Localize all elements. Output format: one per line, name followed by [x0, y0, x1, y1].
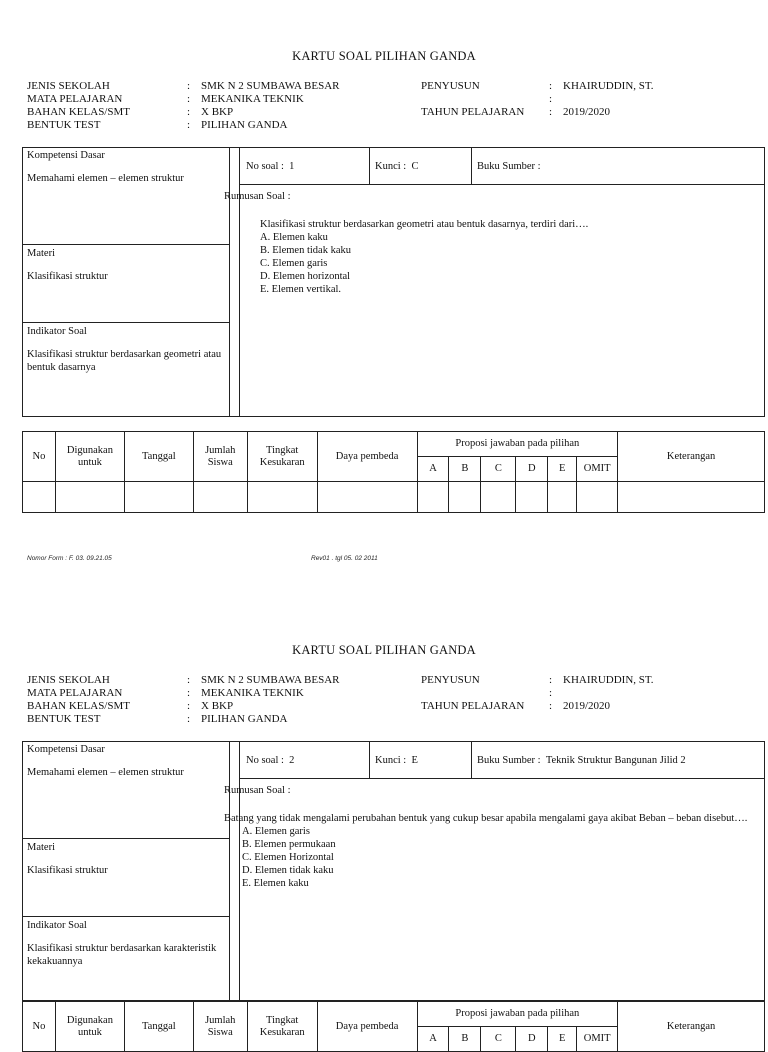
no-soal-label: No soal :: [246, 755, 284, 766]
question-meta-row: [240, 742, 764, 779]
col-digunakan-untuk: Digunakan untuk: [55, 432, 124, 482]
col-digunakan-untuk: Digunakan untuk: [55, 1002, 124, 1052]
col-keterangan: Keterangan: [618, 1002, 765, 1052]
col-option-e: E: [548, 457, 577, 482]
kompetensi-dasar-label: Kompetensi Dasar: [27, 150, 105, 161]
materi-section: [23, 244, 230, 285]
kunci-value: C: [411, 161, 419, 172]
option-c: C. Elemen garis: [260, 258, 328, 269]
indikator-section: [23, 322, 230, 376]
col-option-omit: OMIT: [577, 457, 618, 482]
question-text: Klasifikasi struktur berdasarkan geometri atau bentuk dasarnya, terdiri dari….: [260, 219, 589, 230]
header-colons: [187, 674, 190, 726]
header-labels: [27, 674, 130, 726]
kunci-value: E: [411, 755, 418, 766]
option-d: D. Elemen horizontal: [260, 271, 351, 282]
table-row: [23, 482, 765, 513]
indikator-text: Klasifikasi struktur berdasarkan karakteristik kekakuannya: [27, 943, 217, 967]
col-tingkat-kesukaran: Tingkat Kesukaran: [247, 1002, 317, 1052]
label-tahun-pelajaran: TAHUN PELAJARAN: [421, 700, 525, 712]
header-colons-right: [549, 80, 552, 119]
no-soal-cell: [240, 742, 294, 779]
materi-text: Klasifikasi struktur: [27, 271, 108, 282]
col-tingkat-kesukaran: Tingkat Kesukaran: [247, 432, 317, 482]
col-tanggal: Tanggal: [124, 1002, 193, 1052]
label-penyusun: PENYUSUN: [421, 80, 480, 92]
colon: :: [549, 106, 553, 118]
buku-sumber-label: Buku Sumber :: [477, 755, 541, 766]
kunci-label: Kunci :: [375, 161, 407, 172]
card-title: KARTU SOAL PILIHAN GANDA: [292, 643, 476, 657]
label-bahan-kelas: BAHAN KELAS/SMT: [27, 106, 130, 118]
label-bahan-kelas: BAHAN KELAS/SMT: [27, 700, 130, 712]
indikator-label: Indikator Soal: [27, 326, 87, 337]
col-jumlah-siswa: Jumlah Siswa: [193, 432, 247, 482]
kompetensi-dasar-section: [23, 147, 230, 187]
col-proposi: Proposi jawaban pada pilihan: [417, 1002, 618, 1027]
value-bahan-kelas: X BKP: [201, 106, 234, 118]
no-soal-value: 2: [289, 755, 295, 766]
analysis-table: [22, 431, 765, 513]
header-colons: [187, 80, 190, 132]
value-mata-pelajaran: MEKANIKA TEKNIK: [201, 687, 304, 699]
option-b: B. Elemen tidak kaku: [260, 245, 351, 256]
nomor-form: Nomor Form : F. 03. 09.21.05: [27, 555, 112, 562]
colon: :: [187, 80, 191, 92]
label-mata-pelajaran: MATA PELAJARAN: [27, 687, 123, 699]
label-bentuk-test: BENTUK TEST: [27, 119, 101, 131]
buku-sumber-label: Buku Sumber :: [477, 161, 541, 172]
colon: :: [549, 674, 553, 686]
colon: :: [549, 80, 553, 92]
indikator-label: Indikator Soal: [27, 920, 87, 931]
label-penyusun: PENYUSUN: [421, 674, 480, 686]
value-bentuk-test: PILIHAN GANDA: [201, 119, 288, 131]
col-option-b: B: [449, 457, 481, 482]
header-values-right: [563, 80, 654, 119]
value-tahun-pelajaran: 2019/2020: [563, 700, 611, 712]
no-soal-value: 1: [289, 161, 295, 172]
colon: :: [187, 713, 191, 725]
revision-note: Rev01 . tgl 05. 02 2011: [311, 555, 378, 562]
label-bentuk-test: BENTUK TEST: [27, 713, 101, 725]
col-keterangan: Keterangan: [618, 432, 765, 482]
colon: :: [549, 700, 553, 712]
label-jenis-sekolah: JENIS SEKOLAH: [27, 80, 110, 92]
col-tanggal: Tanggal: [124, 432, 193, 482]
indikator-text: Klasifikasi struktur berdasarkan geometri atau bentuk dasarnya: [27, 349, 222, 373]
col-option-e: E: [548, 1027, 577, 1052]
value-penyusun: KHAIRUDDIN, ST.: [563, 674, 654, 686]
col-daya-pembeda: Daya pembeda: [317, 432, 417, 482]
option-c: C. Elemen Horizontal: [242, 852, 334, 863]
header-colons-right: [549, 674, 552, 713]
materi-label: Materi: [27, 248, 55, 259]
option-a: A. Elemen kaku: [260, 232, 328, 243]
value-jenis-sekolah: SMK N 2 SUMBAWA BESAR: [201, 80, 340, 92]
value-mata-pelajaran: MEKANIKA TEKNIK: [201, 93, 304, 105]
colon: :: [187, 93, 191, 105]
header-values: [201, 674, 339, 726]
answer-options: [224, 825, 760, 890]
materi-section: [23, 838, 230, 879]
indikator-section: [23, 916, 230, 970]
colon: :: [187, 700, 191, 712]
kompetensi-dasar-label: Kompetensi Dasar: [27, 744, 105, 755]
colon: :: [187, 687, 191, 699]
value-jenis-sekolah: SMK N 2 SUMBAWA BESAR: [201, 674, 340, 686]
question-meta-row: [240, 148, 764, 185]
buku-sumber-cell: [471, 742, 686, 779]
col-jumlah-siswa: Jumlah Siswa: [193, 1002, 247, 1052]
col-daya-pembeda: Daya pembeda: [317, 1002, 417, 1052]
analysis-table: [22, 1001, 765, 1052]
question-body: [224, 190, 760, 296]
label-tahun-pelajaran: TAHUN PELAJARAN: [421, 106, 525, 118]
materi-text: Klasifikasi struktur: [27, 865, 108, 876]
colon: :: [187, 106, 191, 118]
value-bahan-kelas: X BKP: [201, 700, 234, 712]
colon: :: [187, 674, 191, 686]
col-no: No: [23, 432, 56, 482]
question-text: Batang yang tidak mengalami perubahan bentuk yang cukup besar apabila mengalami gaya akibat Beban – beban disebut….: [224, 813, 748, 824]
question-body: [224, 784, 760, 890]
value-penyusun: KHAIRUDDIN, ST.: [563, 80, 654, 92]
rumusan-soal-label: Rumusan Soal :: [224, 785, 291, 796]
option-a: A. Elemen garis: [242, 826, 310, 837]
no-soal-label: No soal :: [246, 161, 284, 172]
label-mata-pelajaran: MATA PELAJARAN: [27, 93, 123, 105]
rumusan-soal-label: Rumusan Soal :: [224, 191, 291, 202]
kompetensi-dasar-text: Memahami elemen – elemen struktur: [27, 767, 184, 778]
kunci-cell: [369, 742, 418, 779]
col-option-d: D: [516, 1027, 548, 1052]
card-title: KARTU SOAL PILIHAN GANDA: [292, 49, 476, 63]
header-values-right: [563, 674, 654, 713]
no-soal-cell: [240, 148, 294, 185]
colon: :: [549, 687, 553, 699]
col-option-omit: OMIT: [577, 1027, 618, 1052]
col-option-a: A: [417, 1027, 449, 1052]
option-d: D. Elemen tidak kaku: [242, 865, 334, 876]
value-tahun-pelajaran: 2019/2020: [563, 106, 611, 118]
col-option-a: A: [417, 457, 449, 482]
col-option-b: B: [449, 1027, 481, 1052]
col-option-c: C: [481, 1027, 516, 1052]
question-card-2: [0, 594, 768, 1044]
col-proposi: Proposi jawaban pada pilihan: [417, 432, 618, 457]
col-option-d: D: [516, 457, 548, 482]
colon: :: [549, 93, 553, 105]
header-values: [201, 80, 339, 132]
label-jenis-sekolah: JENIS SEKOLAH: [27, 674, 110, 686]
header-labels-right: [421, 674, 524, 713]
materi-label: Materi: [27, 842, 55, 853]
kompetensi-dasar-text: Memahami elemen – elemen struktur: [27, 173, 184, 184]
buku-sumber-cell: [471, 148, 546, 185]
value-bentuk-test: PILIHAN GANDA: [201, 713, 288, 725]
header-labels: [27, 80, 130, 132]
buku-sumber-value: Teknik Struktur Bangunan Jilid 2: [545, 755, 686, 766]
col-no: No: [23, 1002, 56, 1052]
kompetensi-dasar-section: [23, 741, 230, 781]
kunci-cell: [369, 148, 418, 185]
col-option-c: C: [481, 457, 516, 482]
option-b: B. Elemen permukaan: [242, 839, 336, 850]
answer-options: [224, 231, 760, 296]
kunci-label: Kunci :: [375, 755, 407, 766]
header-labels-right: [421, 80, 524, 119]
colon: :: [187, 119, 191, 131]
option-e: E. Elemen vertikal.: [260, 284, 342, 295]
option-e: E. Elemen kaku: [242, 878, 309, 889]
